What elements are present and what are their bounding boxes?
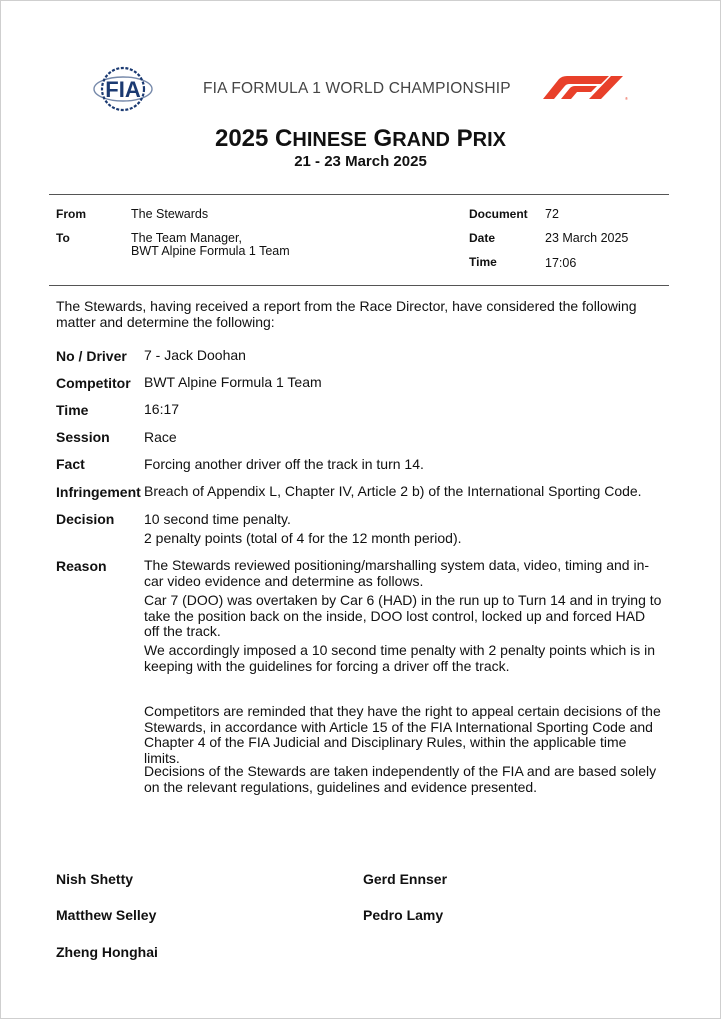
reason-paragraph-1: The Stewards reviewed positioning/marshalling system data, video, timing and in-car video evidence and determine as follows. (144, 557, 650, 589)
steward-name: Matthew Selley (56, 907, 157, 923)
steward-name: Nish Shetty (56, 871, 134, 887)
to-value-line2: BWT Alpine Formula 1 Team (131, 244, 290, 258)
reason-label: Reason (56, 558, 107, 574)
divider-bottom (49, 285, 669, 286)
date-value: 23 March 2025 (545, 231, 629, 245)
time-label: Time (469, 255, 497, 269)
document-label: Document (469, 207, 528, 221)
decision-label: Decision (56, 511, 115, 527)
steward-name: Gerd Ennser (363, 871, 448, 887)
decision-value-2: 2 penalty points (total of 4 for the 12 month period). (144, 530, 462, 546)
title-p: P (456, 125, 473, 152)
to-value-line1: The Team Manager, (131, 231, 242, 245)
incident-time-label: Time (56, 402, 89, 418)
title-hinese: HINESE (292, 129, 367, 151)
fact-value: Forcing another driver off the track in turn 14. (144, 456, 424, 472)
title-c: C (275, 125, 293, 152)
driver-value: 7 - Jack Doohan (144, 347, 246, 363)
fact-label: Fact (56, 456, 85, 472)
date-label: Date (469, 231, 496, 245)
page-title (0, 125, 721, 153)
reason-paragraph-2: Car 7 (DOO) was overtaken by Car 6 (HAD) in the run up to Turn 14 and in trying to take the position back on the inside, DOO lost control, locked up and forced HAD off the track. (144, 592, 662, 639)
title-year: 2025 (214, 125, 269, 152)
title-g: G (373, 125, 393, 152)
session-value: Race (144, 429, 177, 445)
infringement-label: Infringement (56, 484, 141, 500)
steward-name: Zheng Honghai (56, 944, 158, 960)
svg-text:®: ® (625, 96, 628, 101)
driver-label: No / Driver (56, 348, 127, 364)
to-label: To (56, 231, 70, 245)
appeal-notice: Competitors are reminded that they have the right to appeal certain decisions of the Stewards, in accordance with Article 15 of the FIA International Sporting Code and Chapter 4 of the FIA Judicial and Disciplinary Rules, within the applicable time limits. (144, 703, 661, 766)
independence-notice: Decisions of the Stewards are taken independently of the FIA and are based solely on the relevant regulations, guidelines and evidence presented. (144, 763, 657, 795)
from-value: The Stewards (131, 207, 209, 221)
session-label: Session (56, 429, 110, 445)
competitor-value: BWT Alpine Formula 1 Team (144, 374, 322, 390)
competitor-label: Competitor (56, 375, 131, 391)
fia-logo-text: FIA (105, 77, 141, 102)
title-rand: RAND (392, 129, 450, 151)
f1-logo (539, 75, 627, 101)
championship-title: FIA FORMULA 1 WORLD CHAMPIONSHIP (203, 80, 511, 97)
fia-logo (92, 67, 154, 111)
event-dates: 21 - 23 March 2025 (294, 153, 427, 170)
intro-text: The Stewards, having received a report from the Race Director, have considered the following matter and determine the following: (56, 298, 637, 330)
steward-name: Pedro Lamy (363, 907, 444, 923)
time-value: 17:06 (545, 256, 577, 270)
document-value: 72 (545, 207, 559, 221)
from-label: From (56, 207, 86, 221)
divider-top (49, 194, 669, 195)
decision-value-1: 10 second time penalty. (144, 511, 291, 527)
reason-paragraph-3: We accordingly imposed a 10 second time penalty with 2 penalty points which is in keeping with the guidelines for forcing a driver off the track. (144, 642, 656, 674)
title-rix: RIX (472, 129, 507, 151)
incident-time-value: 16:17 (144, 401, 180, 417)
infringement-value: Breach of Appendix L, Chapter IV, Article 2 b) of the International Sporting Code. (144, 483, 642, 499)
